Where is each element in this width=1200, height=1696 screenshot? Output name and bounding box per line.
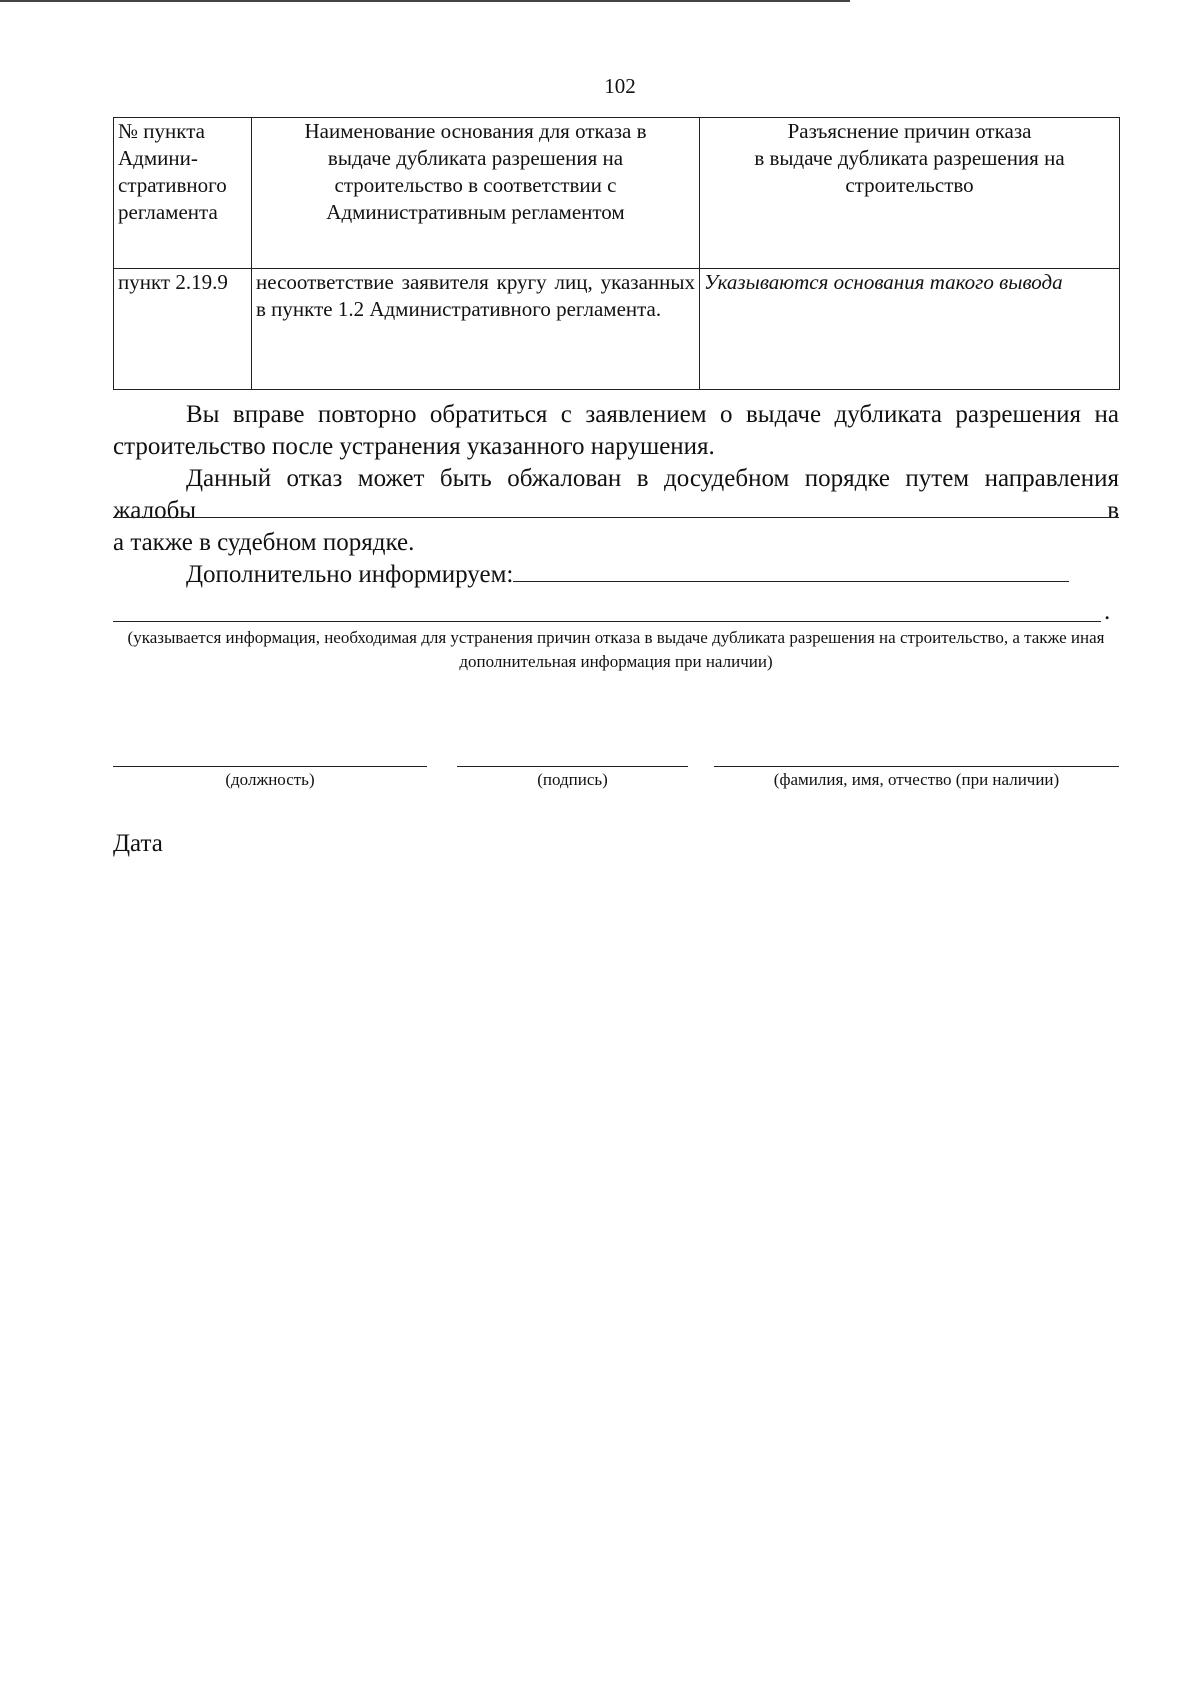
position-caption: (должность) xyxy=(225,770,315,789)
additional-period: . xyxy=(1104,598,1111,625)
name-line xyxy=(714,766,1119,767)
page-number: 102 xyxy=(604,74,636,98)
appeal-recipient-blank xyxy=(113,495,1119,518)
scan-edge-line xyxy=(0,0,850,2)
additional-info-line xyxy=(113,621,1101,622)
table-row xyxy=(114,269,1120,390)
name-caption: (фамилия, имя, отчество (при наличии) xyxy=(773,770,1060,789)
cell-point: пункт 2.19.9 xyxy=(114,269,252,390)
additional-info-hint: (указывается информация, необходимая для устранения причин отказа в выдаче дубликата разрешения на строительство, а также иная дополнительная информация при наличии) xyxy=(127,628,1105,671)
additional-info-label: Дополнительно информируем: xyxy=(186,561,514,588)
cell-explanation: Указываются основания такого вывода xyxy=(700,269,1120,390)
refusal-reasons-table xyxy=(113,117,1120,390)
paragraph-appeal-end: а также в судебном порядке. xyxy=(113,529,415,556)
header-reason: Наименование основания для отказа в выдаче дубликата разрешения на строительство в соответствии с Административным регламентом xyxy=(252,118,700,269)
additional-info xyxy=(113,559,1119,591)
appeal-blank-line xyxy=(113,495,1119,527)
header-point: № пункта Админи- стративного регламента xyxy=(114,118,252,269)
cell-reason: несоответствие заявителя кругу лиц, указанных в пункте 1.2 Административного регламента. xyxy=(252,269,700,390)
date-label: Дата xyxy=(113,830,163,857)
paragraph-appeal: Данный отказ может быть обжалован в досудебном порядке путем направления жалобы в xyxy=(113,465,1119,524)
signature-caption: (подпись) xyxy=(537,770,608,789)
signature-line xyxy=(457,766,688,767)
paragraph-reapply: Вы вправе повторно обратиться с заявлением о выдаче дубликата разрешения на строительство после устранения указанного нарушения. xyxy=(113,401,1119,460)
header-explanation: Разъяснение причин отказа в выдаче дубликата разрешения на строительство xyxy=(700,118,1120,269)
table-header-row xyxy=(114,118,1120,269)
additional-info-blank xyxy=(513,559,1069,582)
position-line xyxy=(113,766,427,767)
